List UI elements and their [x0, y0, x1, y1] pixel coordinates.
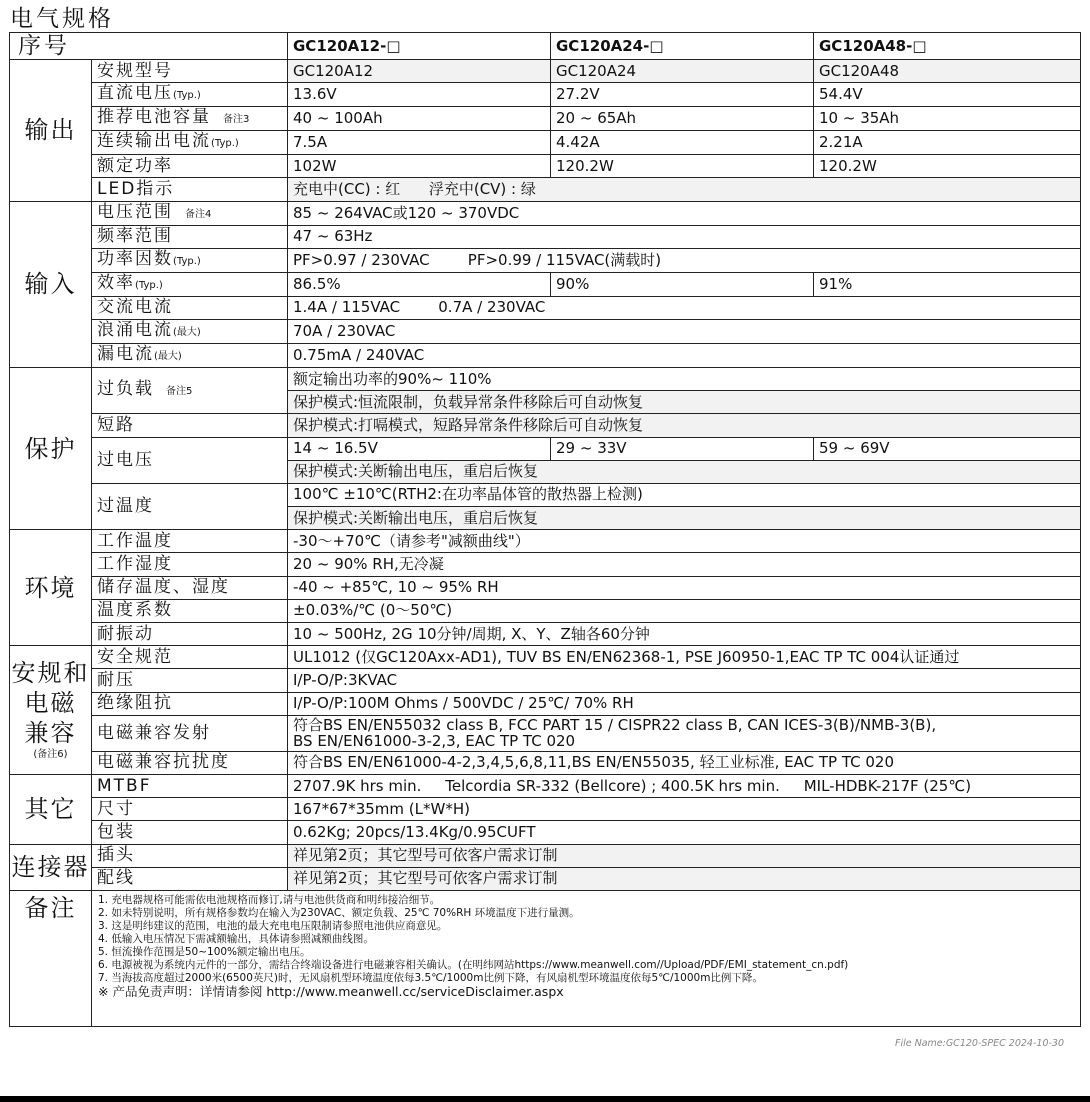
value-overvoltage-1: 14 ~ 16.5V [288, 437, 551, 460]
value-power-1: 102W [288, 155, 551, 178]
label-safety-standards: 安全规范 [92, 646, 288, 669]
value-overload-range: 额定输出功率的90%~ 110% [288, 367, 1081, 390]
value-current-3: 2.21A [814, 131, 1081, 155]
value-isolation: I/P-O/P:100M Ohms / 500VDC / 25℃/ 70% RH [288, 692, 1081, 715]
header-model-2: GC120A24-□ [551, 33, 814, 60]
value-dc-voltage-2: 27.2V [551, 83, 814, 107]
label-temp-coef: 温度系数 [92, 599, 288, 622]
value-dimension: 167*67*35mm (L*W*H) [288, 798, 1081, 821]
note-item: 5. 恒流操作范围是50~100%额定输出电压。 [98, 945, 311, 958]
value-ac-current: 1.4A / 115VAC 0.7A / 230VAC [288, 296, 1081, 319]
value-plug: 祥见第2页；其它型号可依客户需求订制 [288, 844, 1081, 867]
label-safety-model: 安规型号 [92, 60, 288, 83]
note-item: 7. 当海拔高度超过2000米(6500英尺)时，无风扇机型环境温度依每3.5℃/1000m比例下降，有风扇机型环境温度依每5℃/1000m比例下降。 [98, 971, 763, 984]
section-environment: 环境 [10, 530, 92, 646]
label-packing: 包装 [92, 821, 288, 844]
value-power-2: 120.2W [551, 155, 814, 178]
file-name: File Name:GC120-SPEC 2024-10-30 [894, 1038, 1064, 1049]
header-model-3: GC120A48-□ [814, 33, 1081, 60]
label-inrush: 浪涌电流(最大) [92, 319, 288, 343]
value-dc-voltage-1: 13.6V [288, 83, 551, 107]
value-inrush: 70A / 230VAC [288, 319, 1081, 343]
value-overvoltage-3: 59 ~ 69V [814, 437, 1081, 460]
label-eff: 效率(Typ.) [92, 272, 288, 296]
value-leakage: 0.75mA / 240VAC [288, 343, 1081, 367]
value-safety-standards: UL1012 (仅GC120Axx-AD1), TUV BS EN/EN62368-1, PSE J60950-1,EAC TP TC 004认证通过 [288, 646, 1081, 669]
section-connector: 连接器 [10, 844, 92, 890]
label-battery: 推荐电池容量 备注3 [92, 107, 288, 131]
value-battery-1: 40 ~ 100Ah [288, 107, 551, 131]
section-input: 输入 [10, 201, 92, 367]
value-storage: -40 ~ +85℃, 10 ~ 95% RH [288, 576, 1081, 599]
section-output: 输出 [10, 60, 92, 202]
value-current-1: 7.5A [288, 131, 551, 155]
label-withstand: 耐压 [92, 669, 288, 692]
value-pf: PF>0.97 / 230VAC PF>0.99 / 115VAC(满载时) [288, 248, 1081, 272]
section-others: 其它 [10, 774, 92, 844]
footer-bar [0, 1096, 1090, 1102]
value-short: 保护模式:打嗝模式，短路异常条件移除后可自动恢复 [288, 414, 1081, 437]
value-overtemp-mode: 保护模式:关断输出电压，重启后恢复 [288, 507, 1081, 530]
label-dimension: 尺寸 [92, 798, 288, 821]
label-storage: 储存温度、湿度 [92, 576, 288, 599]
value-power-3: 120.2W [814, 155, 1081, 178]
value-eff-1: 86.5% [288, 272, 551, 296]
label-emc-emission: 电磁兼容发射 [92, 715, 288, 751]
value-battery-2: 20 ~ 65Ah [551, 107, 814, 131]
note-item: 2. 如未特别说明，所有规格参数均在输入为230VAC、额定负载、25℃ 70%RH 环境温度下进行量测。 [98, 906, 580, 919]
label-leakage: 漏电流(最大) [92, 343, 288, 367]
value-dc-voltage-3: 54.4V [814, 83, 1081, 107]
value-emc-immunity: 符合BS EN/EN61000-4-2,3,4,5,6,8,11,BS EN/EN55035, 轻工业标准, EAC TP TC 020 [288, 751, 1081, 774]
value-work-humidity: 20 ~ 90% RH,无冷凝 [288, 553, 1081, 576]
section-protection: 保护 [10, 367, 92, 529]
note-item: 3. 这是明纬建议的范围，电池的最大充电电压限制请参照电池供应商意见。 [98, 919, 448, 932]
value-safety-model-2: GC120A24 [551, 60, 814, 83]
disclaimer: ※ 产品免责声明：详情请参阅 http://www.meanwell.cc/serviceDisclaimer.aspx [98, 983, 564, 999]
label-current: 连续输出电流(Typ.) [92, 131, 288, 155]
page-title: 电气规格 [10, 6, 114, 32]
label-voltage-range: 电压范围 备注4 [92, 201, 288, 225]
label-overvoltage: 过电压 [92, 437, 288, 483]
value-current-2: 4.42A [551, 131, 814, 155]
section-notes: 备注 [10, 890, 92, 1026]
value-battery-3: 10 ~ 35Ah [814, 107, 1081, 131]
value-voltage-range: 85 ~ 264VAC或120 ~ 370VDC [288, 201, 1081, 225]
label-work-temp: 工作温度 [92, 530, 288, 553]
value-work-temp: -30〜+70℃（请参考"减额曲线"） [288, 530, 1081, 553]
label-vibration: 耐振动 [92, 623, 288, 646]
note-item: 6. 电源被视为系统内元件的一部分，需结合终端设备进行电磁兼容相关确认。(在明纬网站https://www.meanwell.com//Upload/PDF/EMI_statement_cn.pdf) [98, 958, 849, 971]
value-overtemp: 100℃ ±10℃(RTH2:在功率晶体管的散热器上检测) [288, 483, 1081, 506]
label-wire: 配线 [92, 867, 288, 890]
label-freq: 频率范围 [92, 225, 288, 248]
value-packing: 0.62Kg; 20pcs/13.4Kg/0.95CUFT [288, 821, 1081, 844]
label-ac-current: 交流电流 [92, 296, 288, 319]
label-power: 额定功率 [92, 155, 288, 178]
label-isolation: 绝缘阻抗 [92, 692, 288, 715]
header-seq: 序号 [10, 33, 288, 60]
header-model-1: GC120A12-□ [288, 33, 551, 60]
label-mtbf: MTBF [92, 774, 288, 797]
value-vibration: 10 ~ 500Hz, 2G 10分钟/周期, X、Y、Z轴各60分钟 [288, 623, 1081, 646]
label-dc-voltage: 直流电压(Typ.) [92, 83, 288, 107]
value-emc-emission: 符合BS EN/EN55032 class B, FCC PART 15 / CISPR22 class B, CAN ICES-3(B)/NMB-3(B), BS EN/EN61000-3-2,3, EAC TP TC 020 [288, 715, 1081, 751]
notes-list [92, 890, 1081, 1026]
label-plug: 插头 [92, 844, 288, 867]
value-withstand: I/P-O/P:3KVAC [288, 669, 1081, 692]
label-short: 短路 [92, 414, 288, 437]
value-safety-model-3: GC120A48 [814, 60, 1081, 83]
value-mtbf: 2707.9K hrs min. Telcordia SR-332 (Bellcore) ; 400.5K hrs min. MIL-HDBK-217F (25℃) [288, 774, 1081, 797]
section-safety-emc: 安规和 电磁 兼容 (备注6) [10, 646, 92, 775]
value-freq: 47 ~ 63Hz [288, 225, 1081, 248]
value-eff-2: 90% [551, 272, 814, 296]
note-item: 4. 低输入电压情况下需减额输出，具体请参照减额曲线图。 [98, 932, 374, 945]
label-overtemp: 过温度 [92, 483, 288, 529]
value-overvoltage-2: 29 ~ 33V [551, 437, 814, 460]
value-temp-coef: ±0.03%/℃ (0〜50℃) [288, 599, 1081, 622]
label-pf: 功率因数(Typ.) [92, 248, 288, 272]
label-led: LED指示 [92, 178, 288, 201]
value-eff-3: 91% [814, 272, 1081, 296]
value-led: 充电中(CC) : 红 浮充中(CV) : 绿 [288, 178, 1081, 201]
label-overload: 过负载 备注5 [92, 367, 288, 413]
label-emc-immunity: 电磁兼容抗扰度 [92, 751, 288, 774]
spec-table [9, 32, 1081, 1027]
value-overload-mode: 保护模式:恒流限制，负载异常条件移除后可自动恢复 [288, 391, 1081, 414]
value-wire: 祥见第2页；其它型号可依客户需求订制 [288, 867, 1081, 890]
note-item: 1. 充电器规格可能需依电池规格而修订,请与电池供货商和明纬接洽细节。 [98, 893, 441, 906]
label-work-humidity: 工作湿度 [92, 553, 288, 576]
value-safety-model-1: GC120A12 [288, 60, 551, 83]
value-overvoltage-mode: 保护模式:关断输出电压，重启后恢复 [288, 460, 1081, 483]
